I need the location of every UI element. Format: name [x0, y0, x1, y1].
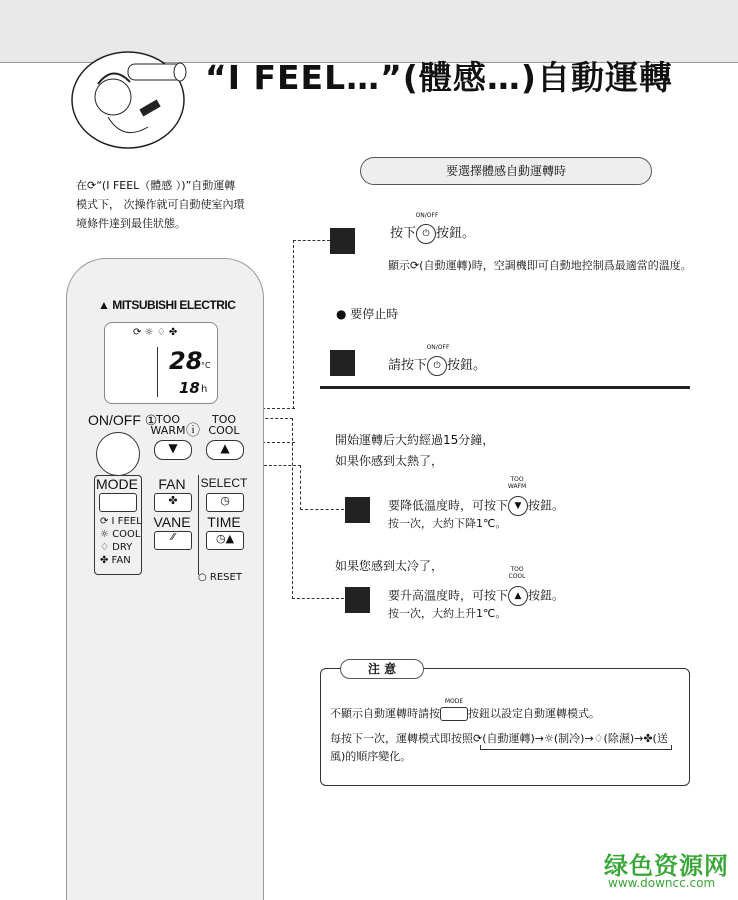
step2-text: 請按下	[388, 358, 428, 373]
lower-temp-instruction	[388, 476, 565, 516]
connector-line	[293, 240, 330, 409]
intro-text	[76, 176, 276, 233]
thermometer-icon: ⓘ	[186, 423, 200, 439]
raise-text: 按鈕。	[528, 588, 565, 603]
reset-label: RESET	[209, 572, 242, 583]
mode-dry: ♢ DRY	[100, 542, 133, 553]
lcd-display	[104, 322, 218, 404]
section-heading: 要選擇體感自動運轉時	[360, 157, 652, 185]
lcd-timer: 18	[179, 379, 200, 397]
step1-instruction	[390, 211, 476, 244]
onoff-label: ON/OFF ①	[88, 412, 158, 428]
too-warm-label: TOO WARM	[150, 413, 186, 437]
vane-button[interactable]: ⁄⁄	[154, 531, 192, 550]
divider	[198, 475, 199, 575]
time-label: TIME	[207, 514, 241, 530]
lcd-temp-unit: °C	[201, 361, 211, 370]
step-marker	[345, 497, 370, 523]
lcd-divider	[157, 347, 158, 397]
watermark-name: 绿色资源网	[604, 852, 729, 880]
cycle-arrow	[480, 745, 672, 750]
intro-line: 在⟳“(I FEEL（體感 ）)”自動運轉	[76, 179, 236, 192]
vane-label: VANE	[153, 514, 191, 530]
too-cool-button[interactable]: ▲	[206, 440, 244, 460]
onoff-label: ON/OFF	[426, 343, 450, 351]
divider	[320, 386, 690, 389]
down-triangle-icon: ▼	[508, 496, 528, 516]
mode-button[interactable]	[99, 493, 137, 512]
step-marker	[330, 228, 355, 254]
intro-line: 境條件達到最佳狀態。	[76, 217, 186, 230]
stop-heading	[336, 305, 398, 322]
watermark-url: www.downcc.com	[608, 876, 716, 890]
reset-button[interactable]	[198, 572, 242, 583]
note-line1	[330, 698, 600, 721]
onoff-button[interactable]	[96, 432, 140, 476]
note-text: 不顯示自動運轉時請按	[330, 707, 440, 720]
raise-desc: 按一次，大約上升1℃。	[388, 607, 507, 620]
onoff-label: ON/OFF	[415, 211, 439, 219]
note-text: 按鈕以設定自動運轉模式。	[468, 707, 600, 720]
mode-icons: ⟳ ☼ ♢ ✤	[133, 327, 178, 338]
lcd-timer-unit: h	[201, 384, 208, 395]
connector-line	[292, 598, 344, 599]
time-button[interactable]: ◷▲	[206, 531, 244, 550]
raise-temp-instruction	[388, 566, 565, 606]
onoff-button-icon: ⏻	[416, 224, 436, 244]
page-title: “I FEEL…”(體感…)自動運轉	[205, 58, 673, 97]
lower-desc: 按一次，大約下降1℃。	[388, 517, 507, 530]
fan-label: FAN	[158, 476, 186, 492]
step2-text: 按鈕。	[447, 358, 487, 373]
onoff-button-icon: ⏻	[427, 356, 447, 376]
step1-text: 按鈕。	[436, 226, 476, 241]
adjust-intro: 開始運轉后大約經過15分鐘，	[335, 433, 495, 447]
intro-line: 模式下， 次操作就可自動使室內環	[76, 198, 245, 211]
mode-cool: ☼ COOL	[100, 529, 141, 540]
brand-text: MITSUBISHI ELECTRIC	[112, 298, 236, 312]
lower-text: 要降低溫度時，可按下	[388, 498, 509, 513]
too-hot-text: 如果你感到太熱了，	[335, 454, 444, 468]
note-title: 注 意	[340, 659, 424, 679]
bullet-icon: ●	[336, 307, 351, 321]
mode-i-feel: ⟳ I FEEL	[100, 516, 142, 527]
too-cool-label: TOO COOL	[208, 413, 240, 437]
connector-line	[300, 509, 344, 510]
mode-label: MODE	[96, 476, 138, 492]
select-button[interactable]: ◷	[206, 493, 244, 512]
lcd-temp: 28	[169, 347, 203, 375]
step-marker	[345, 587, 370, 613]
lower-text: 按鈕。	[528, 498, 565, 513]
step1-text: 按下	[390, 226, 417, 241]
note-text: 風)的順序變化。	[330, 750, 412, 763]
mode-fan: ✤ FAN	[100, 555, 131, 566]
mode-list	[100, 515, 142, 567]
cartoon-illustration	[68, 42, 193, 152]
step-marker	[330, 350, 355, 376]
select-label: SELECT	[200, 476, 248, 490]
up-triangle-icon: ▲	[508, 586, 528, 606]
fan-button[interactable]: ✤	[154, 493, 192, 512]
mitsubishi-logo-icon: ▲	[98, 298, 113, 312]
too-warm-label: TOO WAFM	[507, 476, 527, 490]
mode-label: MODE	[444, 698, 464, 705]
note-text: 每按下一次，運轉模式即按照⟳(自動運轉)→☼(制冷)→♢(除濕)→✤(送	[330, 732, 668, 745]
raise-text: 要升高溫度時，可按下	[388, 588, 509, 603]
too-cool-label: TOO COOL	[508, 566, 526, 580]
brand-logo	[98, 298, 235, 312]
too-cold-text: 如果您感到太冷了，	[335, 559, 444, 573]
stop-label: 要停止時	[350, 307, 399, 321]
step2-instruction	[388, 343, 487, 376]
reset-circle-icon: ○	[198, 572, 210, 583]
step1-desc: 顯示⟳(自動運轉)時，空調機即可自動地控制爲最適當的溫度。	[388, 259, 692, 272]
too-warm-button[interactable]: ▼	[154, 440, 192, 460]
note-box	[320, 668, 690, 786]
